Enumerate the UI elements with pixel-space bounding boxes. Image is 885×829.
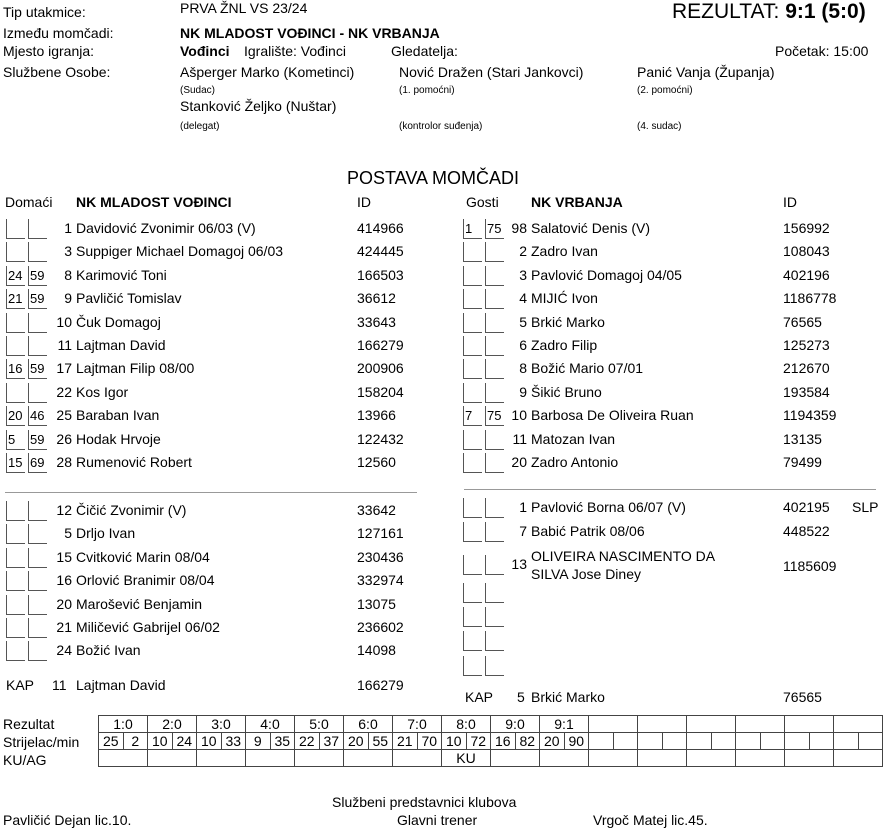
player-id: 332974 bbox=[357, 572, 404, 589]
player-number: 16 bbox=[56, 572, 72, 589]
scorer-minute bbox=[613, 733, 638, 750]
player-number: 11 bbox=[57, 337, 72, 353]
player-box bbox=[463, 607, 482, 627]
player-number: 26 bbox=[56, 430, 72, 447]
player-box bbox=[463, 631, 482, 651]
official-name: Ašperger Marko (Kometinci) bbox=[180, 64, 355, 80]
player-row bbox=[0, 606, 885, 626]
home-kap-id: 166279 bbox=[357, 677, 404, 693]
scorer-number: 10 bbox=[442, 733, 467, 750]
player-name: Zadro Ivan bbox=[531, 243, 598, 260]
player-box bbox=[485, 555, 504, 575]
result-score: 3:0 bbox=[197, 716, 246, 733]
result-score bbox=[638, 716, 687, 733]
player-id: 122432 bbox=[357, 430, 404, 447]
player-row bbox=[0, 405, 885, 425]
scorer-number bbox=[785, 733, 810, 750]
player-id: 1186778 bbox=[783, 290, 837, 307]
result-row-label: Rezultat bbox=[3, 716, 55, 732]
player-number: 25 bbox=[56, 407, 72, 424]
home-kap-num: 11 bbox=[52, 677, 67, 693]
player-name: Lajtman David bbox=[76, 337, 166, 353]
player-number: 20 bbox=[56, 595, 72, 612]
player-box: 59 bbox=[28, 359, 47, 379]
scorer-number bbox=[687, 733, 712, 750]
field-label: Igralište: Vođinci bbox=[244, 43, 346, 59]
player-id: 193584 bbox=[783, 383, 830, 400]
player-row bbox=[0, 429, 885, 449]
scorer-minute: 33 bbox=[221, 733, 246, 750]
player-extra: SLP bbox=[852, 499, 879, 515]
official-role: (2. pomoćni) bbox=[637, 85, 693, 96]
result-score: 9:0 bbox=[491, 716, 540, 733]
player-number: 13 bbox=[511, 556, 527, 572]
result-label: REZULTAT: bbox=[672, 0, 780, 23]
player-id: 13135 bbox=[783, 430, 822, 447]
result-score: 2:0 bbox=[148, 716, 197, 733]
scorer-number: 10 bbox=[197, 733, 222, 750]
player-number: 17 bbox=[56, 360, 72, 377]
player-id: 108043 bbox=[783, 243, 830, 260]
player-box: 15 bbox=[6, 453, 25, 473]
player-box: 16 bbox=[6, 359, 25, 379]
away-kap-id: 76565 bbox=[783, 689, 822, 705]
scorer-minute bbox=[662, 733, 687, 750]
player-id: 200906 bbox=[357, 360, 404, 377]
player-row bbox=[0, 521, 885, 541]
result-score bbox=[589, 716, 638, 733]
player-number: 22 bbox=[56, 383, 72, 400]
scorer-number: 10 bbox=[148, 733, 173, 750]
player-name: Davidović Zvonimir 06/03 (V) bbox=[76, 220, 256, 236]
player-name: Kos Igor bbox=[76, 383, 129, 400]
player-box: 75 bbox=[485, 219, 504, 239]
player-row bbox=[0, 655, 885, 675]
result-score: 4:0 bbox=[246, 716, 295, 733]
player-number: 7 bbox=[519, 523, 527, 539]
away-kap-num: 5 bbox=[517, 689, 525, 705]
player-id: 33642 bbox=[357, 502, 396, 518]
player-id: 402196 bbox=[783, 266, 830, 283]
player-id: 33643 bbox=[357, 313, 396, 330]
scorer-row-label: Strijelac/min bbox=[3, 734, 80, 750]
player-row bbox=[0, 358, 885, 378]
player-name: Šikić Bruno bbox=[531, 383, 602, 400]
player-number: 10 bbox=[56, 313, 72, 330]
player-name: MIJIĆ Ivon bbox=[531, 290, 598, 307]
tip-value: PRVA ŽNL VS 23/24 bbox=[180, 0, 308, 16]
away-rep: Vrgoč Matej lic.45. bbox=[593, 812, 708, 828]
player-id: 166503 bbox=[357, 266, 404, 283]
kuag-cell bbox=[785, 750, 834, 767]
player-box: 69 bbox=[28, 453, 47, 473]
scorer-number: 20 bbox=[540, 733, 565, 750]
home-kap-label: KAP bbox=[6, 677, 35, 693]
player-number: 21 bbox=[56, 619, 72, 635]
scorer-minute: 35 bbox=[270, 733, 295, 750]
player-id: 36612 bbox=[357, 290, 396, 307]
player-name: Čuk Domagoj bbox=[76, 313, 161, 330]
result-score: 1:0 bbox=[99, 716, 148, 733]
player-id: 13966 bbox=[357, 407, 396, 424]
player-box: 75 bbox=[485, 406, 504, 426]
scorer-number bbox=[834, 733, 859, 750]
scorer-minute: 55 bbox=[368, 733, 393, 750]
player-number: 11 bbox=[512, 430, 527, 447]
scorer-number: 25 bbox=[99, 733, 124, 750]
kuag-row-label: KU/AG bbox=[3, 752, 47, 768]
player-box bbox=[463, 555, 482, 575]
scorer-minute bbox=[809, 733, 834, 750]
player-id: 402195 bbox=[783, 499, 830, 515]
scorer-minute: 2 bbox=[123, 733, 148, 750]
player-box bbox=[485, 631, 504, 651]
result-score: 7:0 bbox=[393, 716, 442, 733]
reps-title: Službeni predstavnici klubova bbox=[332, 794, 517, 810]
player-box bbox=[463, 359, 482, 379]
player-box bbox=[485, 266, 504, 286]
player-box: 20 bbox=[6, 406, 25, 426]
player-box bbox=[485, 383, 504, 403]
player-box: 1 bbox=[463, 219, 482, 239]
scorer-minute bbox=[711, 733, 736, 750]
player-number: 5 bbox=[64, 525, 72, 542]
player-name: Zadro Antonio bbox=[531, 454, 619, 470]
kuag-cell bbox=[393, 750, 442, 767]
result-score bbox=[736, 716, 785, 733]
tip-label: Tip utakmice: bbox=[3, 4, 86, 20]
player-id: 166279 bbox=[357, 337, 404, 353]
player-number: 10 bbox=[511, 407, 527, 424]
player-name: Rumenović Robert bbox=[76, 454, 192, 470]
player-box bbox=[485, 336, 504, 356]
kuag-cell: KU bbox=[442, 750, 491, 767]
scorer-number bbox=[736, 733, 761, 750]
player-id: 79499 bbox=[783, 454, 822, 470]
spectators-label: Gledatelja: bbox=[391, 43, 458, 59]
player-box bbox=[485, 583, 504, 603]
player-name: Pavlović Borna 06/07 (V) bbox=[531, 499, 686, 515]
player-row bbox=[0, 452, 885, 472]
result-score bbox=[687, 716, 736, 733]
kuag-cell bbox=[736, 750, 785, 767]
player-box: 59 bbox=[28, 266, 47, 286]
divider bbox=[5, 492, 417, 493]
scorer-minute: 82 bbox=[515, 733, 540, 750]
player-box bbox=[485, 656, 504, 676]
player-name: Božić Mario 07/01 bbox=[531, 360, 644, 377]
player-name: Barbosa De Oliveira Ruan bbox=[531, 407, 694, 424]
player-id: 212670 bbox=[783, 360, 830, 377]
between-value: NK MLADOST VOĐINCI - NK VRBANJA bbox=[180, 25, 440, 41]
player-id: 158204 bbox=[357, 383, 404, 400]
player-number: 2 bbox=[519, 243, 527, 260]
player-name: Drljo Ivan bbox=[76, 525, 136, 542]
player-name: Orlović Branimir 08/04 bbox=[76, 572, 215, 589]
results-grid bbox=[98, 715, 883, 767]
away-kap-label: KAP bbox=[465, 689, 494, 705]
official-role: (4. sudac) bbox=[637, 121, 682, 132]
player-row bbox=[0, 265, 885, 285]
player-number: 15 bbox=[56, 548, 72, 565]
scorer-minute: 24 bbox=[172, 733, 197, 750]
player-number: 3 bbox=[64, 243, 72, 260]
player-name: Čičić Zvonimir (V) bbox=[76, 502, 187, 518]
kuag-cell bbox=[638, 750, 687, 767]
player-id: 12560 bbox=[357, 454, 396, 470]
player-name: Salatović Denis (V) bbox=[531, 220, 651, 236]
player-id: 236602 bbox=[357, 619, 404, 635]
official-name: Stanković Željko (Nuštar) bbox=[180, 98, 337, 114]
player-box bbox=[463, 336, 482, 356]
player-box bbox=[485, 430, 504, 450]
kuag-cell bbox=[295, 750, 344, 767]
kuag-cell bbox=[540, 750, 589, 767]
away-kap-name: Brkić Marko bbox=[531, 689, 605, 705]
player-box: 59 bbox=[28, 430, 47, 450]
official-role: (kontrolor suđenja) bbox=[399, 121, 483, 132]
player-number: 6 bbox=[519, 337, 527, 353]
player-name: Marošević Benjamin bbox=[76, 595, 203, 612]
player-id: 414966 bbox=[357, 220, 404, 236]
player-box bbox=[485, 498, 504, 518]
player-name: Babić Patrik 08/06 bbox=[531, 523, 645, 539]
result-score bbox=[785, 716, 834, 733]
lineup-title: POSTAVA MOMČADI bbox=[347, 168, 520, 188]
divider bbox=[464, 489, 876, 490]
rep-role: Glavni trener bbox=[397, 812, 478, 828]
scorer-minute: 37 bbox=[319, 733, 344, 750]
player-box bbox=[463, 266, 482, 286]
home-team-name: NK MLADOST VOĐINCI bbox=[76, 194, 232, 210]
player-number: 24 bbox=[56, 642, 72, 659]
player-box bbox=[463, 656, 482, 676]
player-name: Pavličić Tomislav bbox=[76, 290, 182, 307]
scorer-minute bbox=[858, 733, 883, 750]
result-score: 8:0 bbox=[442, 716, 491, 733]
player-box bbox=[463, 313, 482, 333]
home-id-header: ID bbox=[357, 194, 371, 210]
scorer-number: 9 bbox=[246, 733, 271, 750]
player-number: 1 bbox=[519, 499, 527, 515]
player-box bbox=[485, 453, 504, 473]
player-id: 13075 bbox=[357, 595, 396, 612]
scorer-number: 22 bbox=[295, 733, 320, 750]
player-box bbox=[463, 453, 482, 473]
player-number: 5 bbox=[519, 313, 527, 330]
player-name: OLIVEIRA NASCIMENTO DA bbox=[531, 548, 716, 564]
player-name: Baraban Ivan bbox=[76, 407, 160, 424]
player-row bbox=[0, 497, 885, 517]
player-box bbox=[485, 359, 504, 379]
kuag-cell bbox=[589, 750, 638, 767]
player-id: 76565 bbox=[783, 313, 822, 330]
player-number: 8 bbox=[64, 266, 72, 283]
player-row bbox=[0, 630, 885, 650]
player-number: 8 bbox=[519, 360, 527, 377]
official-name: Panić Vanja (Županja) bbox=[637, 64, 775, 80]
kuag-cell bbox=[834, 750, 883, 767]
kuag-cell bbox=[148, 750, 197, 767]
player-number: 9 bbox=[519, 383, 527, 400]
player-box bbox=[463, 289, 482, 309]
player-box bbox=[485, 289, 504, 309]
scorer-number bbox=[638, 733, 663, 750]
player-number: 28 bbox=[56, 454, 72, 470]
player-id: 448522 bbox=[783, 523, 830, 539]
scorer-number bbox=[589, 733, 614, 750]
player-name: Lajtman Filip 08/00 bbox=[76, 360, 195, 377]
kuag-cell bbox=[344, 750, 393, 767]
kuag-cell bbox=[197, 750, 246, 767]
home-kap-name: Lajtman David bbox=[76, 677, 166, 693]
player-id: 1185609 bbox=[783, 558, 837, 574]
result-value: 9:1 (5:0) bbox=[785, 0, 866, 23]
player-name: Miličević Gabrijel 06/02 bbox=[76, 619, 220, 635]
player-id: 125273 bbox=[783, 337, 830, 353]
player-number: 12 bbox=[56, 502, 72, 518]
scorer-number: 20 bbox=[344, 733, 369, 750]
place-label: Mjesto igranja: bbox=[3, 43, 95, 59]
result-score: 6:0 bbox=[344, 716, 393, 733]
player-row bbox=[0, 312, 885, 332]
player-id: 1194359 bbox=[783, 407, 837, 424]
player-number: 3 bbox=[519, 266, 527, 283]
home-side-label: Domaći bbox=[5, 194, 53, 210]
official-name: Nović Dražen (Stari Jankovci) bbox=[399, 64, 584, 80]
kuag-cell bbox=[99, 750, 148, 767]
place-value: Vođinci bbox=[180, 43, 230, 59]
player-row bbox=[0, 335, 885, 355]
start-time: Početak: 15:00 bbox=[775, 43, 869, 59]
official-role: (delegat) bbox=[180, 121, 220, 132]
player-row bbox=[0, 241, 885, 261]
player-number: 9 bbox=[64, 290, 72, 307]
player-box bbox=[463, 242, 482, 262]
player-name: Hodak Hrvoje bbox=[76, 430, 161, 447]
player-name: Božić Ivan bbox=[76, 642, 141, 659]
kuag-cell bbox=[246, 750, 295, 767]
kuag-cell bbox=[687, 750, 736, 767]
scorer-minute bbox=[760, 733, 785, 750]
official-role: (Sudac) bbox=[180, 85, 216, 96]
player-number: 1 bbox=[64, 220, 72, 236]
player-name: Suppiger Michael Domagoj 06/03 bbox=[76, 243, 284, 260]
scorer-number: 21 bbox=[393, 733, 418, 750]
player-row bbox=[0, 218, 885, 238]
result-score: 5:0 bbox=[295, 716, 344, 733]
player-box: 7 bbox=[463, 406, 482, 426]
player-box bbox=[485, 313, 504, 333]
player-id: 424445 bbox=[357, 243, 404, 260]
player-box bbox=[485, 522, 504, 542]
away-side-label: Gosti bbox=[466, 194, 499, 210]
scorer-number: 16 bbox=[491, 733, 516, 750]
player-name: Cvitković Marin 08/04 bbox=[76, 548, 210, 565]
player-id: 127161 bbox=[357, 525, 404, 542]
player-number: 4 bbox=[519, 290, 527, 307]
player-row bbox=[0, 288, 885, 308]
player-box bbox=[463, 498, 482, 518]
official-role: (1. pomoćni) bbox=[399, 85, 455, 96]
player-box bbox=[463, 383, 482, 403]
scorer-minute: 70 bbox=[417, 733, 442, 750]
player-box: 59 bbox=[28, 289, 47, 309]
player-box: 5 bbox=[6, 430, 25, 450]
player-box bbox=[485, 607, 504, 627]
result-score: 9:1 bbox=[540, 716, 589, 733]
player-row bbox=[0, 582, 885, 602]
player-name: Pavlović Domagoj 04/05 bbox=[531, 266, 682, 283]
scorer-minute: 72 bbox=[466, 733, 491, 750]
player-box bbox=[463, 522, 482, 542]
result-score bbox=[834, 716, 883, 733]
away-team-name: NK VRBANJA bbox=[531, 194, 623, 210]
player-id: 156992 bbox=[783, 220, 830, 236]
player-name: Zadro Filip bbox=[531, 337, 598, 353]
player-name: SILVA Jose Diney bbox=[531, 566, 641, 582]
player-id: 230436 bbox=[357, 548, 404, 565]
player-box bbox=[485, 242, 504, 262]
player-name: Karimović Toni bbox=[76, 266, 167, 283]
away-id-header: ID bbox=[783, 194, 797, 210]
player-box: 46 bbox=[28, 406, 47, 426]
officials-label: Službene Osobe: bbox=[3, 64, 111, 80]
player-id: 14098 bbox=[357, 642, 396, 659]
player-row bbox=[0, 382, 885, 402]
player-number: 98 bbox=[511, 220, 527, 236]
between-label: Između momčadi: bbox=[3, 25, 114, 41]
scorer-minute: 90 bbox=[564, 733, 589, 750]
player-box bbox=[463, 430, 482, 450]
kuag-cell bbox=[491, 750, 540, 767]
player-name: Matozan Ivan bbox=[531, 430, 616, 447]
result-header bbox=[672, 0, 866, 24]
player-box: 21 bbox=[6, 289, 25, 309]
player-name: Brkić Marko bbox=[531, 313, 605, 330]
player-box bbox=[463, 583, 482, 603]
home-rep: Pavličić Dejan lic.10. bbox=[3, 812, 132, 828]
player-box: 24 bbox=[6, 266, 25, 286]
player-number: 20 bbox=[511, 454, 527, 470]
